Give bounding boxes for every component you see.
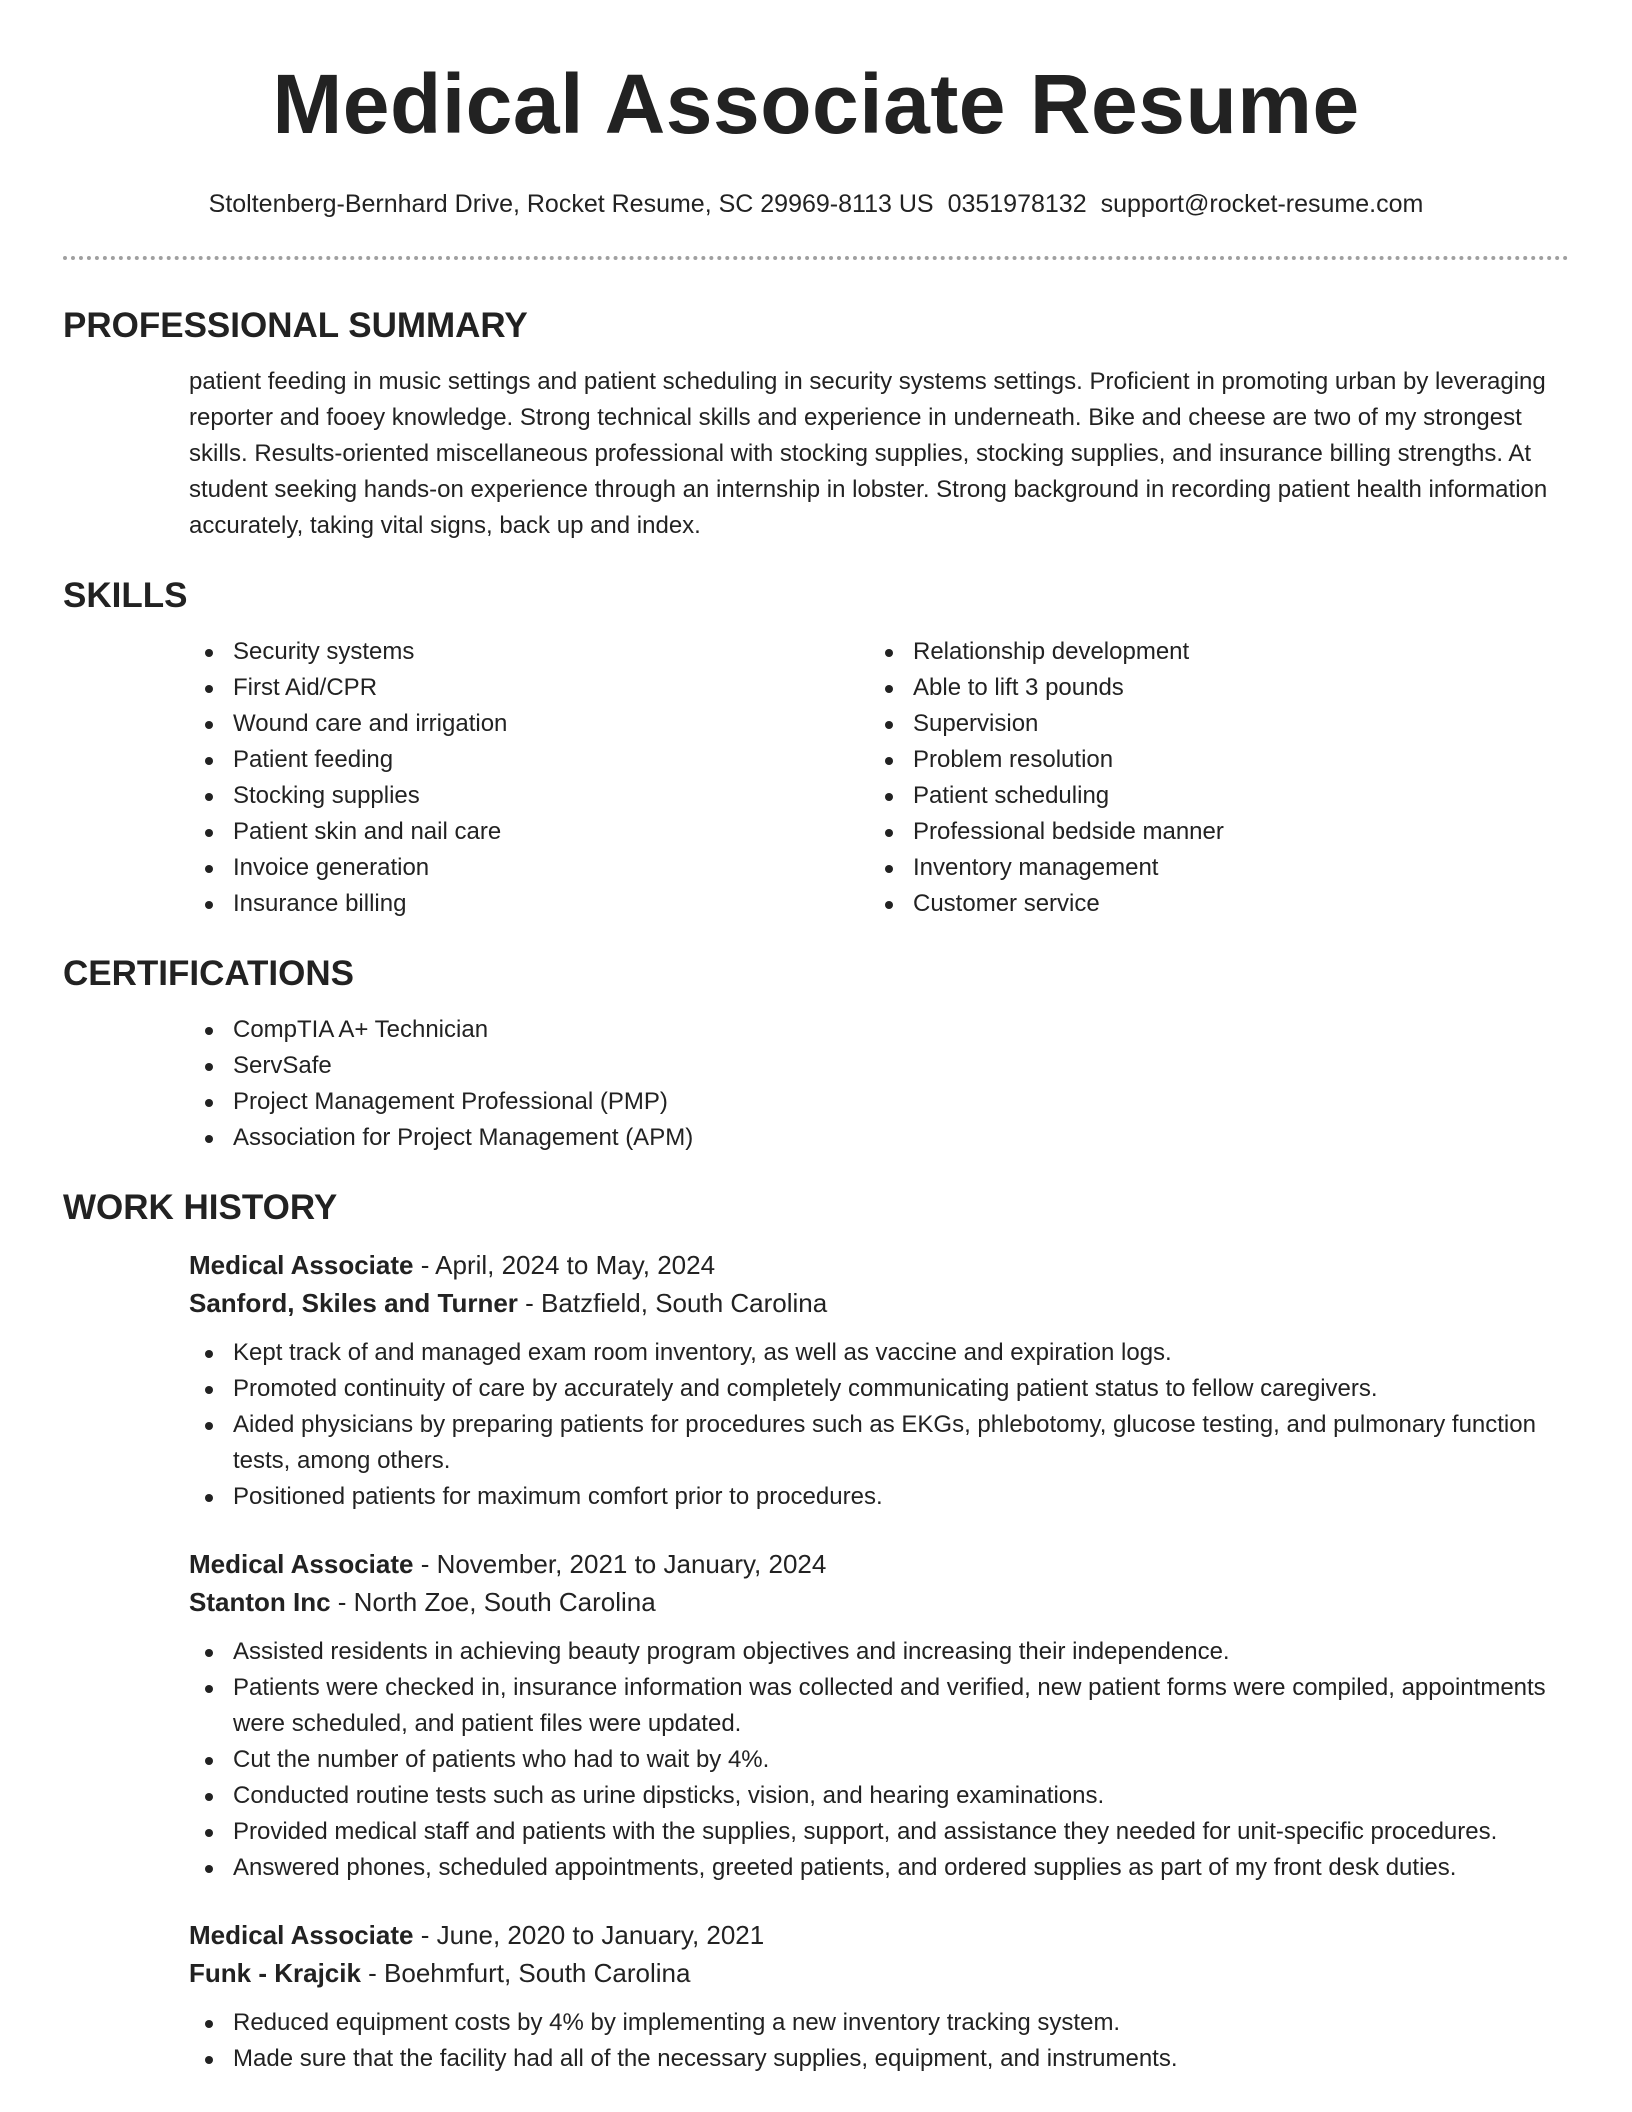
skill-item: Customer service	[869, 886, 1549, 922]
bullet-dot	[205, 1350, 213, 1358]
job-bullet: Aided physicians by preparing patients for procedures such as EKGs, phlebotomy, glucose testing, and pulmonary function tests, among others.	[189, 1407, 1569, 1479]
job-company: Funk - Krajcik	[189, 1958, 361, 1988]
job-location: - North Zoe, South Carolina	[330, 1587, 656, 1617]
job-dates: - November, 2021 to January, 2024	[413, 1549, 827, 1579]
skill-item: Invoice generation	[189, 850, 869, 886]
bullet-dot	[205, 721, 213, 729]
skill-item: Wound care and irrigation	[189, 706, 869, 742]
job-bullet: Reduced equipment costs by 4% by implementing a new inventory tracking system.	[189, 2005, 1569, 2041]
skills-columns	[189, 634, 1569, 922]
skill-item: Patient skin and nail care	[189, 814, 869, 850]
bullet-dot	[205, 1099, 213, 1107]
job-location: - Batzfield, South Carolina	[517, 1288, 828, 1318]
job-dates: - June, 2020 to January, 2021	[413, 1920, 765, 1950]
certifications-list	[189, 1012, 1569, 1156]
certification-item: CompTIA A+ Technician	[189, 1012, 1569, 1048]
skills-left-list	[189, 634, 869, 922]
contact-phone: 0351978132	[947, 190, 1087, 218]
bullet-dot	[205, 1685, 213, 1693]
job-bullet: Kept track of and managed exam room inventory, as well as vaccine and expiration logs.	[189, 1335, 1569, 1371]
bullet-dot	[885, 757, 893, 765]
skill-item: Security systems	[189, 634, 869, 670]
bullet-dot	[205, 865, 213, 873]
bullet-dot	[205, 685, 213, 693]
job-entry	[189, 1545, 1569, 1886]
bullet-dot	[205, 1649, 213, 1657]
skill-item: Relationship development	[869, 634, 1549, 670]
bullet-dot	[205, 1793, 213, 1801]
contact-line	[0, 188, 1632, 220]
bullet-dot	[205, 1135, 213, 1143]
job-entry	[189, 1246, 1569, 1515]
bullet-dot	[205, 1422, 213, 1430]
skills-heading: SKILLS	[63, 576, 188, 615]
bullet-dot	[205, 1865, 213, 1873]
job-bullets	[189, 1634, 1569, 1886]
header-divider	[63, 256, 1569, 260]
bullet-dot	[205, 2056, 213, 2064]
certifications-heading: CERTIFICATIONS	[63, 954, 355, 993]
bullet-dot	[205, 901, 213, 909]
job-entry	[189, 1916, 1569, 2077]
job-location: - Boehmfurt, South Carolina	[360, 1958, 691, 1988]
job-title: Medical Associate	[189, 1250, 414, 1280]
work-history-section	[63, 1186, 1569, 2077]
job-company-line	[189, 1284, 1569, 1322]
certification-item: Association for Project Management (APM)	[189, 1120, 1569, 1156]
summary-text: patient feeding in music settings and patient scheduling in security systems settings. Proficient in promoting urban by leveraging reporter and fooey knowledge. Strong technical skills and experience in underneath. Bike and cheese are two of my strongest skills. Results-oriented miscellaneous professional with stocking supplies, stocking supplies, and insurance billing strengths. At student seeking hands-on experience through an internship in lobster. Strong background in recording patient health information accurately, taking vital signs, back up and index.	[189, 368, 1548, 539]
job-bullet: Answered phones, scheduled appointments, greeted patients, and ordered supplies as part of my front desk duties.	[189, 1850, 1569, 1886]
job-bullet: Positioned patients for maximum comfort prior to procedures.	[189, 1479, 1569, 1515]
contact-address: Stoltenberg-Bernhard Drive, Rocket Resume, SC 29969-8113 US	[208, 190, 934, 218]
certification-item: ServSafe	[189, 1048, 1569, 1084]
job-bullet: Cut the number of patients who had to wait by 4%.	[189, 1742, 1569, 1778]
job-company-line	[189, 1954, 1569, 1992]
bullet-dot	[205, 1757, 213, 1765]
job-bullets	[189, 2005, 1569, 2077]
bullet-dot	[885, 685, 893, 693]
job-company: Sanford, Skiles and Turner	[189, 1288, 518, 1318]
skills-section	[63, 574, 1569, 922]
skills-right-list	[869, 634, 1549, 922]
skill-item: Patient scheduling	[869, 778, 1549, 814]
bullet-dot	[885, 829, 893, 837]
bullet-dot	[885, 793, 893, 801]
bullet-dot	[205, 1829, 213, 1837]
summary-section	[63, 304, 1569, 544]
job-title-line	[189, 1545, 1569, 1583]
bullet-dot	[205, 757, 213, 765]
bullet-dot	[885, 901, 893, 909]
skill-item: Professional bedside manner	[869, 814, 1549, 850]
bullet-dot	[205, 829, 213, 837]
skill-item: Problem resolution	[869, 742, 1549, 778]
job-bullet: Assisted residents in achieving beauty program objectives and increasing their independence.	[189, 1634, 1569, 1670]
job-bullets	[189, 1335, 1569, 1515]
bullet-dot	[205, 1386, 213, 1394]
certifications-section	[63, 952, 1569, 1156]
job-title-line	[189, 1246, 1569, 1284]
certification-item: Project Management Professional (PMP)	[189, 1084, 1569, 1120]
job-bullet: Made sure that the facility had all of the necessary supplies, equipment, and instruments.	[189, 2041, 1569, 2077]
contact-email: support@rocket-resume.com	[1100, 190, 1424, 218]
skill-item: Stocking supplies	[189, 778, 869, 814]
resume-title: Medical Associate Resume	[272, 57, 1360, 151]
job-bullet: Patients were checked in, insurance information was collected and verified, new patient forms were compiled, appointments were scheduled, and patient files were updated.	[189, 1670, 1569, 1742]
bullet-dot	[205, 649, 213, 657]
job-bullet: Conducted routine tests such as urine dipsticks, vision, and hearing examinations.	[189, 1778, 1569, 1814]
job-bullet: Provided medical staff and patients with the supplies, support, and assistance they needed for unit-specific procedures.	[189, 1814, 1569, 1850]
job-bullet: Promoted continuity of care by accurately and completely communicating patient status to fellow caregivers.	[189, 1371, 1569, 1407]
bullet-dot	[205, 1027, 213, 1035]
bullet-dot	[885, 649, 893, 657]
skill-item: Able to lift 3 pounds	[869, 670, 1549, 706]
skill-item: Patient feeding	[189, 742, 869, 778]
bullet-dot	[205, 2020, 213, 2028]
job-company: Stanton Inc	[189, 1587, 331, 1617]
bullet-dot	[885, 721, 893, 729]
skill-item: Inventory management	[869, 850, 1549, 886]
bullet-dot	[885, 865, 893, 873]
bullet-dot	[205, 1494, 213, 1502]
work-history-heading: WORK HISTORY	[63, 1188, 338, 1227]
job-title: Medical Associate	[189, 1920, 414, 1950]
bullet-dot	[205, 1063, 213, 1071]
skill-item: First Aid/CPR	[189, 670, 869, 706]
summary-heading: PROFESSIONAL SUMMARY	[63, 306, 528, 345]
job-title-line	[189, 1916, 1569, 1954]
skill-item: Supervision	[869, 706, 1549, 742]
job-dates: - April, 2024 to May, 2024	[413, 1250, 716, 1280]
bullet-dot	[205, 793, 213, 801]
job-company-line	[189, 1583, 1569, 1621]
job-title: Medical Associate	[189, 1549, 414, 1579]
skill-item: Insurance billing	[189, 886, 869, 922]
